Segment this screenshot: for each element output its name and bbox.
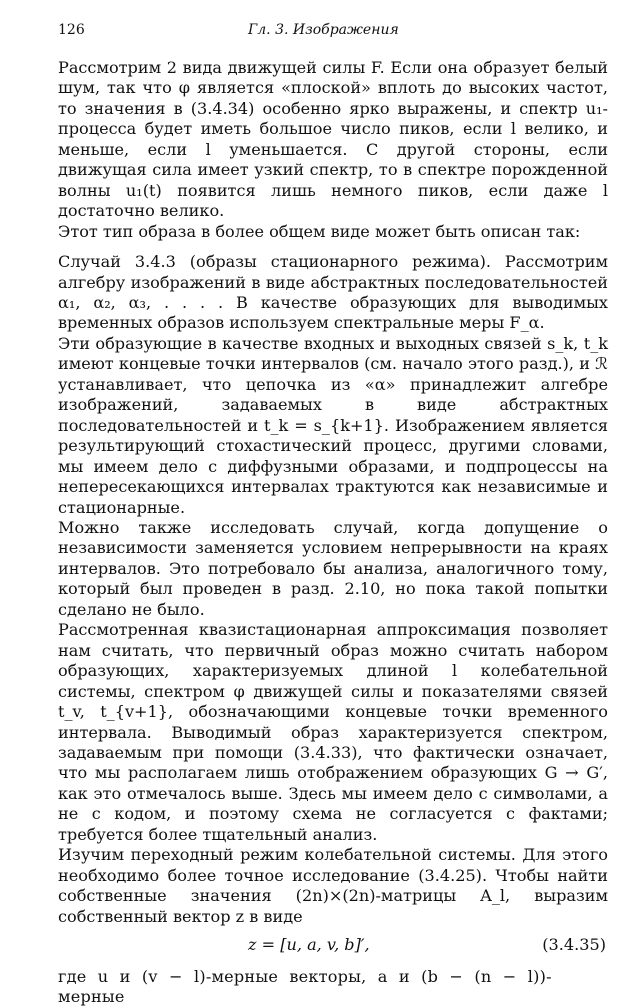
paragraph-independence: Можно также исследовать случай, когда допущение о независимости заменяется условием непрерывности на краях интервалов. Это потребовало бы анализа, аналогичного тому, который был проведен в разд. 2.10, но пока такой попытки сделано не было. — [58, 517, 608, 619]
paragraph-quasistationary: Рассмотренная квазистационарная аппроксимация позволяет нам считать, что первичный образ можно считать набором образующих, характеризуемых длиной l колебательной системы, спектром φ движущей силы и показателями связей t_v, t_{v+1}, обозначающими концевые точки временного интервала. Выводимый образ характеризуется спектром, задаваемым при помощи (3.4.33), что фактически означает, что мы располагаем лишь отображением образующих G → G′, как это отмечалось выше. Здесь мы имеем дело с символами, а не с кодом, и поэтому схема не согласуется с фактами; требуется более тщательный анализ. — [58, 620, 608, 844]
equation-number: (3.4.35) — [542, 935, 606, 955]
book-page — [58, 22, 608, 1008]
trailing-line: где u и (v − l)-мерные векторы, a и (b − (n − l))-мерные — [58, 967, 552, 1007]
paragraph-driving-force: Рассмотрим 2 вида движущей силы F. Если она образует белый шум, так что φ является «плоской» вплоть до высоких частот, то значения в (3.4.34) особенно ярко выражены, и спектр u₁-процесса будет иметь большое число пиков, если l велико, и меньше, если l уменьшается. С другой стороны, если движущая сила имеет узкий спектр, то в спектре порожденной волны u₁(t) появится лишь немного пиков, если даже l достаточно велико. — [58, 58, 608, 221]
page-header — [58, 22, 608, 42]
paragraph-generators: Эти образующие в качестве входных и выходных связей s_k, t_k имеют концевые точки интервалов (см. начало этого разд.), и ℛ устанавливает, что цепочка из «α» принадлежит алгебре изображений, задаваемых в виде абстрактных последовательностей и t_k = s_{k+1}. Изображением является результирующий стохастический процесс, другими словами, мы имеем дело с диффузными образами, и подпроцессы на непересекающихся интервалах трактуются как независимые и стационарные. — [58, 333, 608, 517]
page-number: 126 — [58, 22, 85, 38]
equation-3-4-35 — [58, 935, 608, 957]
body-text — [58, 58, 608, 927]
running-title: Гл. 3. Изображения — [248, 22, 399, 38]
paragraph-case-3-4-3: Случай 3.4.3 (образы стационарного режима). Рассмотрим алгебру изображений в виде абстрактных последовательностей α₁, α₂, α₃, . . . . В качестве образующих для выводимых временных образов используем спектральные меры F_α. — [58, 252, 608, 333]
paragraph-transient: Изучим переходный режим колебательной системы. Для этого необходимо более точное исследование (3.4.25). Чтобы найти собственные значения (2n)×(2n)-матрицы A_l, выразим собственный вектор z в виде — [58, 845, 608, 926]
equation-formula: z = [u, a, v, b]′, — [248, 935, 370, 955]
paragraph-general-form: Этот тип образа в более общем виде может быть описан так: — [58, 221, 581, 241]
